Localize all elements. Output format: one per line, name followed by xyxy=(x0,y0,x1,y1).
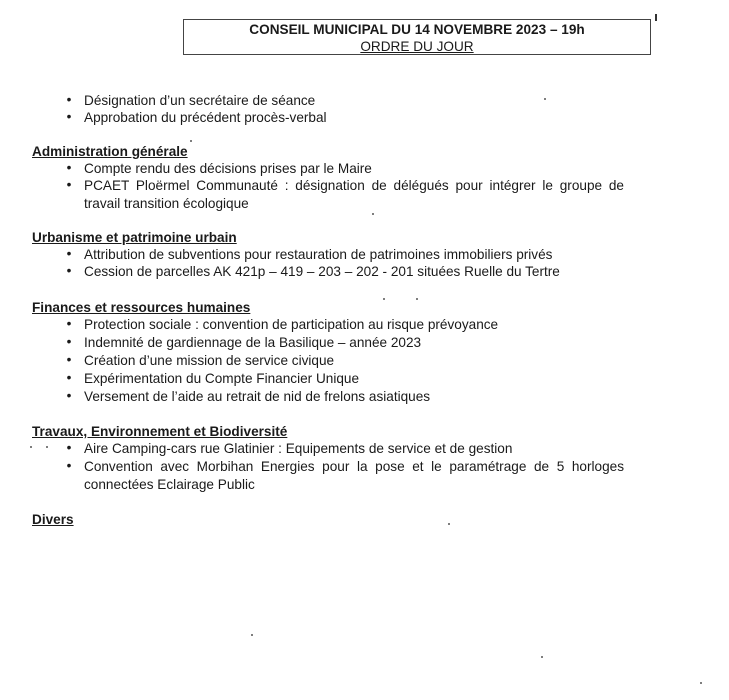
agenda-item: Création d’une mission de service civique xyxy=(84,353,335,368)
agenda-item: Approbation du précédent procès-verbal xyxy=(84,110,327,125)
section-heading-travaux: Travaux, Environnement et Biodiversité xyxy=(32,424,288,439)
scan-speck xyxy=(448,523,450,525)
meeting-title: CONSEIL MUNICIPAL DU 14 NOVEMBRE 2023 – 19h xyxy=(249,22,585,37)
section-heading-urbanisme: Urbanisme et patrimoine urbain xyxy=(32,230,237,245)
bullet: • xyxy=(66,246,72,261)
scan-mark xyxy=(655,14,657,21)
bullet: • xyxy=(66,263,72,278)
header-box xyxy=(183,19,651,55)
bullet: • xyxy=(66,440,72,455)
section-heading-divers: Divers xyxy=(32,512,74,527)
agenda-item: Protection sociale : convention de participation au risque prévoyance xyxy=(84,317,499,332)
agenda-item: Versement de l’aide au retrait de nid de frelons asiatiques xyxy=(84,389,431,404)
bullet: • xyxy=(66,92,72,107)
scan-speck xyxy=(46,446,48,448)
scan-speck xyxy=(190,140,192,142)
bullet: • xyxy=(66,334,72,349)
section-heading-administration: Administration générale xyxy=(32,144,188,159)
agenda-item: Cession de parcelles AK 421p – 419 – 203 – 202 - 201 situées Ruelle du Tertre xyxy=(84,264,560,279)
agenda-item: Expérimentation du Compte Financier Unique xyxy=(84,371,360,386)
scan-speck xyxy=(383,298,385,300)
bullet: • xyxy=(66,352,72,367)
scan-speck xyxy=(700,682,702,684)
bullet: • xyxy=(66,160,72,175)
bullet: • xyxy=(66,109,72,124)
bullet: • xyxy=(66,370,72,385)
agenda-item: Compte rendu des décisions prises par le Maire xyxy=(84,161,372,176)
bullet: • xyxy=(66,316,72,331)
scan-speck xyxy=(541,656,543,658)
agenda-item: Aire Camping-cars rue Glatinier : Equipements de service et de gestion xyxy=(84,441,513,456)
bullet: • xyxy=(66,177,72,192)
scan-speck xyxy=(30,446,32,448)
bullet: • xyxy=(66,388,72,403)
agenda-item: PCAET Ploërmel Communauté : désignation de délégués pour intégrer le groupe de travail transition écologique xyxy=(84,178,624,211)
agenda-title: ORDRE DU JOUR xyxy=(360,39,474,54)
scan-speck xyxy=(251,634,253,636)
bullet: • xyxy=(66,458,72,473)
agenda-item: Convention avec Morbihan Energies pour la pose et le paramétrage de 5 horloges connectées Eclairage Public xyxy=(84,459,624,492)
section-heading-finances: Finances et ressources humaines xyxy=(32,300,251,315)
scan-speck xyxy=(544,98,546,100)
scan-speck xyxy=(372,213,374,215)
scan-speck xyxy=(416,298,418,300)
agenda-item: Indemnité de gardiennage de la Basilique – année 2023 xyxy=(84,335,422,350)
agenda-item: Désignation d’un secrétaire de séance xyxy=(84,93,316,108)
agenda-item: Attribution de subventions pour restauration de patrimoines immobiliers privés xyxy=(84,247,553,262)
